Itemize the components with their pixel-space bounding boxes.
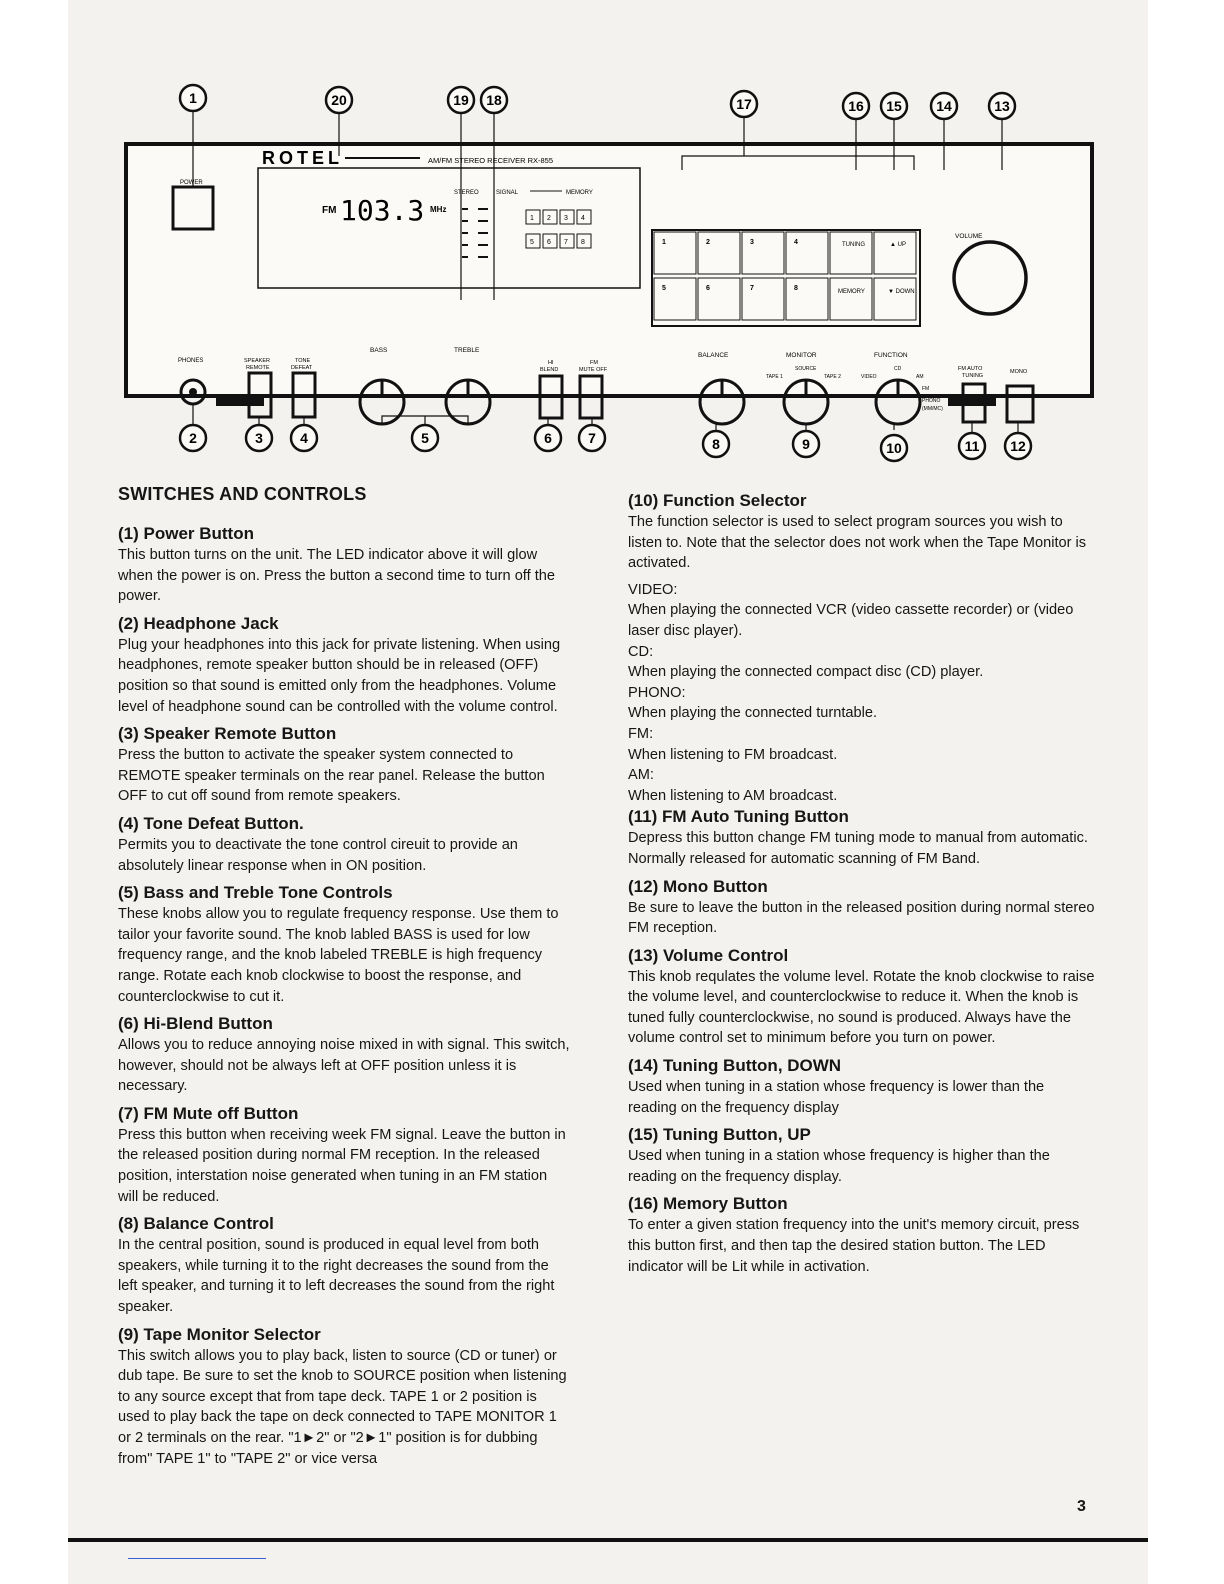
- section-body: Used when tuning in a station whose frequency is higher than the reading on the frequency display.: [628, 1148, 1050, 1185]
- section-body: Permits you to deactivate the tone control cireuit to provide an absolutely linear response when in ON position.: [118, 836, 518, 874]
- hi-blend-label: HI BLEND: [540, 360, 559, 373]
- section-title: (5) Bass and Treble Tone Controls: [118, 883, 393, 903]
- callout-number: 18: [486, 92, 502, 108]
- right-section: [628, 703, 1096, 724]
- preset-button-number: 6: [706, 285, 710, 292]
- right-section: [628, 876, 1096, 939]
- section-title: (13) Volume Control: [628, 945, 789, 965]
- preset-button-number: 1: [662, 239, 666, 246]
- model-label: AM/FM STEREO RECEIVER RX-855: [428, 156, 554, 165]
- preset-button-number: 4: [794, 239, 798, 246]
- callout-number: 20: [331, 92, 347, 108]
- section-title: (3) Speaker Remote Button: [118, 724, 337, 744]
- preset-indicator-number: 1: [530, 215, 534, 222]
- right-section: [628, 1124, 1096, 1187]
- signal-bar: [462, 208, 468, 210]
- mono-label: MONO: [1010, 369, 1028, 375]
- right-section: [628, 1193, 1096, 1277]
- phones-label: PHONES: [178, 358, 204, 364]
- signal-bar: [478, 256, 488, 258]
- callout-number: 19: [453, 92, 469, 108]
- front-panel-diagram: [0, 60, 1224, 480]
- section-body: These knobs allow you to regulate frequency response. Use them to tailor your favorite sound. The knob labled BASS is used for low frequency range, and the knob labeled TREBLE is high frequency range. Rotate each knob clockwise to boost the response, and counterclockwise to cut it.: [118, 906, 559, 1005]
- right-section: [628, 683, 1096, 704]
- callout-number: 5: [421, 430, 429, 446]
- callout-number: 17: [736, 96, 752, 112]
- section-title: (8) Balance Control: [118, 1214, 274, 1234]
- front-panel-svg: [0, 60, 1224, 480]
- signal-label: SIGNAL: [496, 190, 519, 196]
- treble-label: TREBLE: [454, 347, 480, 354]
- function-label: FUNCTION: [874, 352, 908, 359]
- section-body: When playing the connected compact disc (CD) player.: [628, 664, 984, 681]
- section-title: (14) Tuning Button, DOWN: [628, 1056, 842, 1076]
- section-body: Be sure to leave the button in the released position during normal stereo FM reception.: [628, 899, 1095, 937]
- section-body: Allows you to reduce annoying noise mixed in with signal. This switch, however, should not be always left at OFF position unless it is necessary.: [118, 1037, 570, 1095]
- fm-mute-label: FM MUTE OFF: [579, 360, 608, 373]
- callout-number: 11: [964, 438, 980, 454]
- section-body: When listening to AM broadcast.: [628, 787, 838, 804]
- callout-number: 3: [255, 430, 263, 446]
- section-body: CD:: [628, 643, 654, 660]
- left-section: [118, 723, 570, 807]
- section-title: (4) Tone Defeat Button.: [118, 813, 304, 833]
- left-section: [118, 1103, 570, 1207]
- panel-outline: [126, 144, 1092, 396]
- section-title: (7) FM Mute off Button: [118, 1103, 299, 1123]
- section-title: (15) Tuning Button, UP: [628, 1125, 811, 1145]
- section-body: This knob requlates the volume level. Rotate the knob clockwise to raise the volume level, and counterclockwise to reduce it. When the knob is tuned fully counterclockwise, no sound is produced. Always have the volume control set to minimum before you turn on power.: [628, 968, 1095, 1047]
- left-section: [118, 613, 570, 717]
- preset-button-number: 2: [706, 239, 710, 246]
- section-body: This switch allows you to play back, listen to source (CD or tuner) or dub tape. Be sure to set the knob to SOURCE position when listening to any source except that from tape deck. TAPE 1 or 2 position is used to play back the tape on deck connected to TAPE MONITOR 1 or 2 terminals on the rear. "1►2" or "2►1" position is for dubbing from" TAPE 1" to "TAPE 2" or vice versa: [118, 1347, 567, 1467]
- tape2-label: TAPE 2: [824, 374, 841, 380]
- cd-label: CD: [894, 366, 902, 372]
- right-section: [628, 490, 1096, 574]
- section-title: (12) Mono Button: [628, 876, 768, 896]
- preset-button-number: 7: [750, 285, 754, 292]
- section-body: This button turns on the unit. The LED indicator above it will glow when the power is on. Press the button a second time to turn off the power.: [118, 547, 555, 605]
- am-label: AM: [916, 374, 924, 380]
- page-number: 3: [1077, 1498, 1086, 1515]
- section-body: PHONO:: [628, 684, 686, 701]
- signal-bar: [462, 256, 468, 258]
- callout-number: 6: [544, 430, 552, 446]
- left-section: [118, 882, 570, 1007]
- panel-foot-right: [948, 394, 996, 406]
- section-body: Plug your headphones into this jack for private listening. When using headphones, remote speaker button should be in released (OFF) position so that sound is emitted only from the headphones. Volume level of headphone sound can be controlled with the volume control.: [118, 636, 561, 715]
- down-label: ▼ DOWN: [888, 289, 915, 295]
- brand-logo: ROTEL: [262, 148, 343, 168]
- signal-bar: [462, 220, 468, 222]
- section-body: Depress this button change FM tuning mode to manual from automatic. Normally released for automatic scanning of FM Band.: [628, 830, 1088, 867]
- preset-button-number: 8: [794, 285, 798, 292]
- stereo-label: STEREO: [454, 190, 479, 196]
- left-column: [118, 484, 570, 1475]
- tape1-label: TAPE 1: [766, 374, 783, 380]
- callout-number: 1: [189, 90, 197, 106]
- phono-label: PHONO: [922, 398, 941, 404]
- section-body: Press this button when receiving week FM signal. Leave the button in the released position during normal FM reception. In the released position, interstation noise generated when tuning in an FM station will be reduced.: [118, 1126, 566, 1205]
- section-body: When playing the connected VCR (video cassette recorder) or (video laser disc player).: [628, 602, 1074, 639]
- video-label: VIDEO: [861, 374, 877, 380]
- callout-number: 10: [886, 440, 902, 456]
- section-body: FM:: [628, 725, 654, 742]
- right-section: [628, 765, 1096, 786]
- section-body: In the central position, sound is produced in equal level from both speakers, while turning it to the right decreases the sound from the left speaker, and turning it to left decreases the sound from the right speaker.: [118, 1237, 555, 1316]
- callout-number: 12: [1010, 438, 1026, 454]
- preset-indicator-number: 5: [530, 239, 534, 246]
- memory-button-label: MEMORY: [838, 289, 865, 295]
- section-body: The function selector is used to select program sources you wish to listen to. Note that the selector does not work when the Tape Monitor is activated.: [628, 514, 1087, 572]
- preset-button-number: 3: [750, 239, 754, 246]
- bottom-rule: [68, 1538, 1148, 1542]
- right-section: [628, 1055, 1096, 1118]
- signal-bar: [478, 220, 488, 222]
- signal-bar: [462, 244, 468, 246]
- left-section: [118, 1013, 570, 1097]
- right-section: [628, 745, 1096, 766]
- section-body: Press the button to activate the speaker system connected to REMOTE speaker terminals on the rear panel. Release the button OFF to cut off sound from remote speakers.: [118, 747, 545, 805]
- section-title: (2) Headphone Jack: [118, 613, 279, 633]
- right-section: [628, 786, 1096, 807]
- callout-number: 2: [189, 430, 197, 446]
- section-title: (10) Function Selector: [628, 491, 807, 510]
- callout-number: 7: [588, 430, 596, 446]
- volume-label: VOLUME: [955, 233, 983, 240]
- source-label: SOURCE: [795, 366, 817, 372]
- right-section: [628, 945, 1096, 1049]
- section-body: When listening to FM broadcast.: [628, 746, 838, 763]
- tone-defeat-label: TONE DEFEAT: [291, 358, 313, 371]
- section-body: To enter a given station frequency into the unit's memory circuit, press this button first, and then tap the desired station button. The LED indicator will be Lit while in activation.: [628, 1217, 1080, 1275]
- preset-indicator-number: 3: [564, 215, 568, 222]
- right-column: [628, 490, 1096, 1283]
- monitor-label: MONITOR: [786, 352, 817, 359]
- power-label: POWER: [180, 180, 203, 186]
- right-section: [628, 806, 1096, 869]
- preset-indicator-number: 4: [581, 215, 585, 222]
- left-section: [118, 523, 570, 607]
- callout-number: 13: [994, 98, 1010, 114]
- right-section: [628, 580, 1096, 601]
- section-body: AM:: [628, 767, 654, 784]
- tuning-label: TUNING: [842, 242, 865, 248]
- display-band: FM: [322, 205, 337, 216]
- section-title: (11) FM Auto Tuning Button: [628, 807, 849, 827]
- callout-number: 9: [802, 436, 810, 452]
- speaker-remote-label: SPEAKER REMOTE: [244, 358, 270, 371]
- up-label: ▲ UP: [890, 242, 906, 248]
- preset-indicator-number: 6: [547, 239, 551, 246]
- left-section: [118, 813, 570, 876]
- section-title: (16) Memory Button: [628, 1194, 788, 1214]
- memory-indicator-label: MEMORY: [566, 190, 593, 196]
- signal-bar: [478, 244, 488, 246]
- section-title: (9) Tape Monitor Selector: [118, 1324, 321, 1344]
- mm-mc-label: (MM/MC): [922, 406, 943, 412]
- left-section: [118, 1213, 570, 1317]
- signal-bar: [478, 232, 488, 234]
- display-unit: MHz: [430, 205, 447, 214]
- display-frequency: 103.3: [340, 194, 425, 227]
- callout-number: 8: [712, 436, 720, 452]
- preset-indicator-number: 7: [564, 239, 568, 246]
- section-body: When playing the connected turntable.: [628, 705, 878, 722]
- fm-auto-label: FM AUTO TUNING: [958, 366, 984, 379]
- preset-indicator-number: 8: [581, 239, 585, 246]
- preset-indicator-number: 2: [547, 215, 551, 222]
- callout-number: 14: [936, 98, 952, 114]
- left-section: [118, 1324, 570, 1470]
- right-section: [628, 642, 1096, 663]
- callout-number: 15: [886, 98, 902, 114]
- right-section: [628, 600, 1096, 641]
- right-section: [628, 662, 1096, 683]
- balance-label: BALANCE: [698, 352, 729, 359]
- callout-number: 4: [300, 430, 308, 446]
- bass-label: BASS: [370, 347, 388, 354]
- section-title: (6) Hi-Blend Button: [118, 1014, 273, 1034]
- preset-button-number: 5: [662, 285, 666, 292]
- fm-label: FM: [922, 386, 930, 392]
- signal-bar: [478, 208, 488, 210]
- signal-bar: [462, 232, 468, 234]
- section-title: (1) Power Button: [118, 524, 254, 543]
- section-body: VIDEO:: [628, 581, 678, 598]
- callout-number: 16: [848, 98, 864, 114]
- section-heading: SWITCHES AND CONTROLS: [118, 484, 367, 504]
- section-body: Used when tuning in a station whose frequency is lower than the reading on the frequency display: [628, 1079, 1045, 1116]
- right-section: [628, 724, 1096, 745]
- panel-foot-left: [216, 394, 264, 406]
- blue-mark: [128, 1558, 266, 1559]
